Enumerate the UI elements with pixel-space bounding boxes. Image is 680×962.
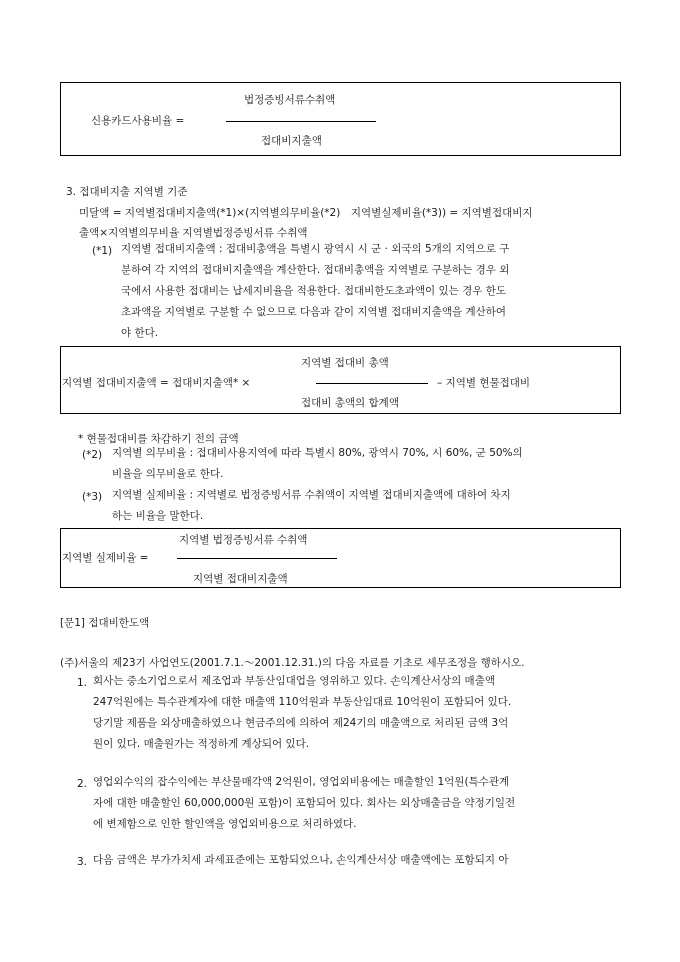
formula2-lhs: 지역별 접대비지출액 = 접대비지출액* ×: [62, 377, 251, 389]
note1-line: 지역별 접대비지출액 : 접대비총액을 특별시 광역시 시 군 · 외국의 5개의 지역으로 구: [121, 243, 510, 255]
note2-line: 비율을 의무비율로 한다.: [112, 468, 224, 480]
section3-formula-line1: 미달액 = 지역별접대비지출액(*1)×(지역별의무비율(*2) 지역별실제비율(*3)) = 지역별접대비지: [79, 207, 533, 219]
formula3-fraction-bar: [177, 558, 337, 559]
item1-number: 1.: [77, 677, 88, 689]
item3-number: 3.: [77, 856, 88, 868]
formula2-fraction-bar: [316, 383, 428, 384]
formula1-lhs: 신용카드사용비율 =: [91, 115, 185, 127]
note1-line: 분하여 각 지역의 접대비지출액을 계산한다. 접대비총액을 지역별로 구분하는 경우 외: [121, 264, 510, 276]
formula2-numerator: 지역별 접대비 총액: [301, 357, 389, 369]
formula2-denominator: 접대비 총액의 합계액: [301, 397, 399, 409]
note-star: * 현물접대비를 차감하기 전의 금액: [78, 433, 239, 445]
formula-box-regional-expense: [60, 346, 621, 414]
note3-line: 지역별 실제비율 : 지역별로 법정증빙서류 수취액이 지역별 접대비지출액에 대하여 차지: [112, 489, 511, 501]
problem-intro: (주)서울의 제23기 사업연도(2001.7.1.～2001.12.31.)의 다음 자료를 기초로 세무조정을 행하시오.: [60, 657, 525, 669]
item3-line: 다음 금액은 부가가치세 과세표준에는 포함되었으나, 손익계산서상 매출액에는 포함되지 아: [93, 854, 509, 866]
item1-line: 회사는 중소기업으로서 제조업과 부동산임대업을 영위하고 있다. 손익계산서상의 매출액: [93, 675, 495, 687]
formula1-denominator: 접대비지출액: [261, 135, 322, 147]
note1-label: (*1): [92, 245, 113, 257]
formula-box-credit-card-ratio: [60, 82, 621, 156]
formula-box-actual-ratio: [60, 528, 621, 588]
note3-label: (*3): [82, 491, 103, 503]
note1-line: 야 한다.: [121, 327, 159, 339]
item2-text: [93, 772, 621, 835]
note3-line: 하는 비율을 말한다.: [112, 510, 204, 522]
formula1-fraction-bar: [226, 121, 376, 122]
section3-heading: 3. 접대비지출 지역별 기준: [66, 186, 188, 198]
item1-text: [93, 671, 621, 755]
note1-line: 국에서 사용한 접대비는 납세지비율을 적용한다. 접대비한도초과액이 있는 경우 한도: [121, 285, 507, 297]
formula2-rhs: – 지역별 현물접대비: [437, 377, 531, 389]
item1-line: 원이 있다. 매출원가는 적정하게 계상되어 있다.: [93, 738, 310, 750]
note1-text: [121, 239, 621, 344]
formula3-numerator: 지역별 법정증빙서류 수취액: [179, 534, 308, 546]
item2-number: 2.: [77, 778, 88, 790]
item2-line: 영업외수익의 잡수익에는 부산물매각액 2억원이, 영업외비용에는 매출할인 1억원(특수관계: [93, 776, 510, 788]
item3-text: [93, 850, 621, 871]
item1-line: 247억원에는 특수관계자에 대한 매출액 110억원과 부동산임대료 10억원이 포함되어 있다.: [93, 696, 512, 708]
item2-line: 에 변제함으로 인한 할인액을 영업외비용으로 처리하였다.: [93, 818, 357, 830]
formula1-numerator: 법정증빙서류수취액: [244, 94, 336, 106]
formula3-denominator: 지역별 접대비지출액: [193, 573, 288, 585]
note2-line: 지역별 의무비율 : 접대비사용지역에 따라 특별시 80%, 광역시 70%, 시 60%, 군 50%의: [112, 447, 523, 459]
note3-text: [112, 485, 621, 527]
section3-formula-line2: 출액×지역별의무비율 지역별법정증빙서류 수취액: [79, 227, 308, 239]
problem-title: [문1] 접대비한도액: [60, 617, 150, 629]
item2-line: 자에 대한 매출할인 60,000,000원 포함)이 포함되어 있다. 회사는 외상매출금을 약정기일전: [93, 797, 516, 809]
item1-line: 당기말 제품을 외상매출하였으나 현금주의에 의하여 제24기의 매출액으로 처리된 금액 3억: [93, 717, 509, 729]
note2-label: (*2): [82, 449, 103, 461]
note2-text: [112, 443, 621, 485]
note1-line: 초과액을 지역별로 구분할 수 없으므로 다음과 같이 지역별 접대비지출액을 계산하여: [121, 306, 507, 318]
formula3-lhs: 지역별 실제비율 =: [62, 552, 149, 564]
